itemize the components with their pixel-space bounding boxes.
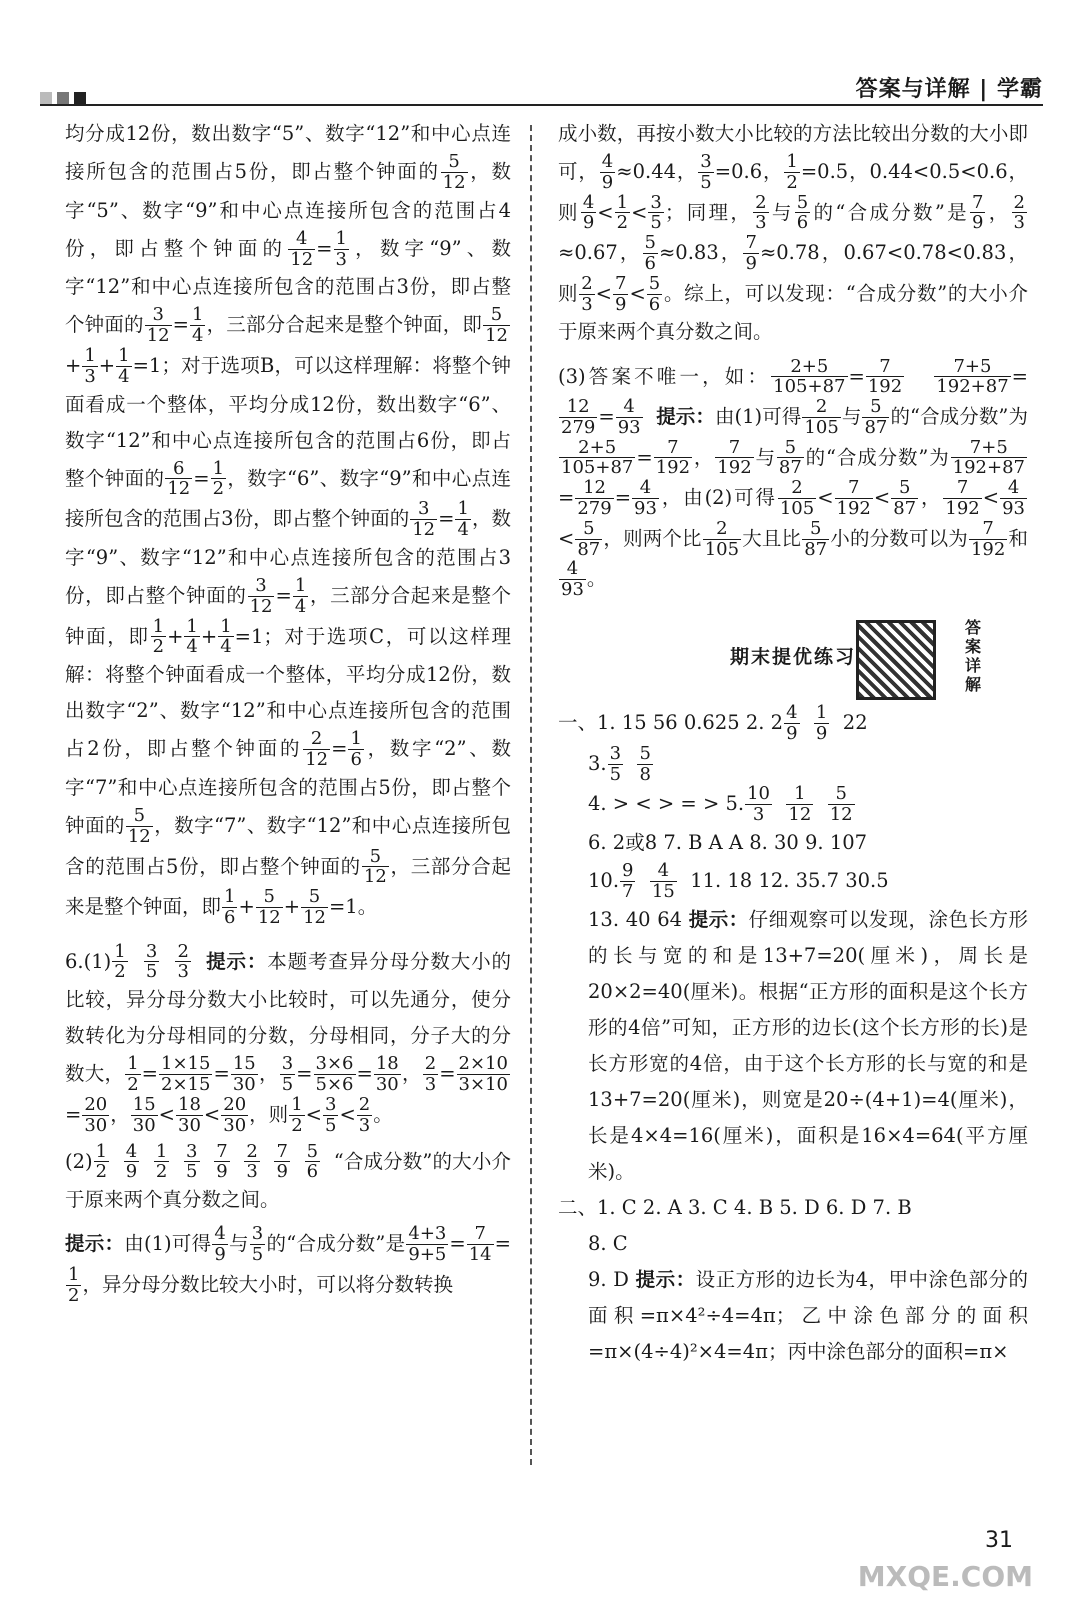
text: 3.	[588, 751, 607, 775]
fraction: $\frac{1}{2}$	[212, 457, 225, 500]
text: ；同理，	[664, 200, 753, 224]
hint-label: 提示：	[656, 404, 715, 428]
fraction: $\frac{2+5}{105+87}$	[773, 355, 846, 398]
fraction: $\frac{4}{9}$	[601, 151, 614, 193]
fraction: $\frac{1}{4}$	[220, 615, 232, 658]
fraction: $\frac{20}{30}$	[223, 1094, 247, 1136]
answer-line-9	[558, 1262, 1028, 1370]
fraction: $\frac{2}{105}$	[704, 517, 740, 560]
fraction: $\frac{5}{12}$	[485, 304, 508, 347]
fraction: $\frac{7}{192}$	[717, 436, 752, 479]
text: 22	[842, 711, 868, 734]
fraction: $\frac{5}{12}$	[127, 804, 151, 847]
fraction: $\frac{4}{12}$	[290, 227, 314, 270]
fraction: $\frac{1}{2}$	[152, 615, 165, 658]
text: 11. 18 12. 35.7 30.5	[690, 868, 889, 892]
text: 大且比	[742, 526, 802, 550]
text: 。	[586, 567, 607, 591]
fraction: $\frac{18}{30}$	[375, 1053, 399, 1096]
fraction: $\frac{1}{2}$	[68, 1263, 80, 1306]
fraction: $\frac{7+5}{192+87}$	[952, 436, 1025, 479]
square-mid	[57, 92, 69, 104]
text: ，数字“7”、数字“12”和中心点连接所包含的范围占5份，即占整个钟面的	[65, 813, 511, 878]
left-column	[65, 116, 511, 1305]
text: 13. 40 64	[588, 907, 689, 931]
text: 由(1)可得	[714, 404, 802, 428]
question-6-3: (3)答案不唯一，如： $\frac{2+5}{105+87}$ = $\frac{7}{192}$ $\frac{7+5}{192+87}$ = $\frac{12}{279}$ = $\frac{4}{93}$ 提示：由(1)可得 $\frac{2}{105}$ 与 $\frac{5}{87}$ 的“合成分数”为 $\frac{2+5}{105+87}$ = $\frac{7}{192}$ ， $\frac{7}{192}$ 与 $\frac{5}{87}$ 的“合成分数”为 $\frac{7+5}{192+87}$ = $\frac{12}{279}$ = $\frac{4}{93}$ ，由(2)可得 $\frac{2}{105}$ < $\frac{7}{192}$ < $\frac{5}{87}$ ， $\frac{7}{192}$ < $\frac{4}{93}$ < $\frac{5}{87}$ ，则两个比 $\frac{2}{105}$ 大且比 $\frac{5}{87}$ 小的分数可以为 $\frac{7}{192}$ 和 $\frac{4}{93}$ 。	[558, 355, 1028, 601]
fraction: $\frac{1}{6}$	[350, 728, 362, 771]
text: =0.6，	[714, 159, 784, 183]
text: 。	[373, 1102, 393, 1126]
fraction: $\frac{1}{9}$	[815, 702, 828, 744]
fraction: $\frac{12}{279}$	[577, 477, 612, 520]
text: (3)答案不唯一，如：	[558, 364, 771, 388]
text: 的“合成分数”是	[811, 200, 969, 224]
text: =0.5，0.44<0.5<0.6，则	[558, 159, 1028, 224]
fraction: $\frac{1}{2}$	[155, 1140, 168, 1183]
text: =1；对于选项C，可以这样理解：将整个钟面看成一个整体，平均分成12份，数出数字“2”、数字“12”和中心点连接所包含的范围占2份，即占整个钟面的	[65, 624, 511, 761]
text: 9. D	[588, 1268, 636, 1292]
text: 与	[769, 200, 794, 224]
fraction: $\frac{3}{5}$	[700, 151, 712, 193]
right-column	[558, 116, 1028, 1370]
qr-label: 答案详解	[964, 618, 983, 695]
fraction: $\frac{5}{12}$	[303, 886, 326, 928]
fraction: $\frac{6}{12}$	[167, 457, 191, 500]
fraction: $\frac{5}{8}$	[639, 742, 651, 785]
text: =1。	[328, 894, 378, 918]
fraction: $\frac{4}{9}$	[125, 1140, 138, 1183]
fraction: $\frac{7}{192}$	[655, 436, 691, 479]
text: ≈0.83，	[658, 241, 743, 265]
text: 一、1. 15 56 0.625 2. 2	[558, 711, 784, 734]
answer-part-2: 二、1. C 2. A 3. C 4. B 5. D 6. D 7. B	[558, 1196, 912, 1220]
fraction: $\frac{3}{12}$	[146, 304, 170, 347]
text: “合成分数”的大小介于原来两个真分数之间。	[65, 1149, 511, 1212]
fraction: $\frac{5}{12}$	[257, 886, 281, 928]
fraction: $\frac{3}{5}$	[145, 940, 158, 983]
fraction: $\frac{5}{87}$	[804, 517, 828, 560]
fraction: $\frac{3}{5}$	[281, 1053, 294, 1096]
fraction: $\frac{2}{3}$	[358, 1094, 371, 1136]
fraction: $\frac{2}{105}$	[804, 396, 839, 438]
answer-line-8: 8. C	[588, 1232, 628, 1256]
fraction: $\frac{7}{192}$	[867, 355, 903, 398]
fraction: $\frac{1}{4}$	[118, 344, 130, 387]
text: 为	[1008, 404, 1028, 428]
answer-line-10	[558, 861, 1028, 902]
fraction: $\frac{5}{87}$	[864, 396, 888, 438]
answer-line-6: 6. 2或8 7. B A A 8. 30 9. 107	[588, 830, 868, 854]
text: 和	[1008, 526, 1028, 550]
fraction: $\frac{1}{12}$	[788, 783, 812, 826]
text: ，数字“9”、数字“12”和中心点连接所包含的范围占3份，即占整个钟面的	[65, 507, 511, 607]
header-rule	[40, 104, 1043, 106]
fraction: $\frac{2}{105}$	[779, 477, 815, 520]
fraction: $\frac{3}{5}$	[324, 1094, 337, 1136]
text: 的“合成分数”是	[266, 1232, 406, 1256]
text: ，由(2)可得	[659, 486, 777, 510]
fraction: $\frac{4}{9}$	[582, 191, 595, 234]
watermark: MXQE.COM	[857, 1560, 1033, 1593]
fraction: $\frac{12}{279}$	[561, 396, 596, 438]
fraction: $\frac{3}{5}$	[609, 742, 622, 785]
hint-label: 提示：	[688, 907, 749, 931]
text: ，数字“2”、数字“7”和中心点连接所包含的范围占5份，即占整个钟面的	[65, 737, 511, 837]
fraction: $\frac{5}{87}$	[893, 477, 917, 520]
hint-label: 提示：	[206, 949, 268, 973]
fraction: $\frac{1\times 15}{2\times 15}$	[161, 1053, 211, 1096]
answer-line-4	[558, 784, 1028, 825]
fraction: $\frac{5}{6}$	[644, 232, 656, 275]
fraction: $\frac{1}{2}$	[127, 1053, 139, 1096]
fraction: $\frac{1}{2}$	[291, 1094, 303, 1136]
fraction: $\frac{3}{5}$	[251, 1223, 264, 1266]
text: ，则	[249, 1102, 289, 1126]
text: ，数字“9”、数字“12”和中心点连接所包含的范围占3份，即占整个钟面的	[65, 236, 511, 337]
text: ，三部分合起来是整个钟面，即	[65, 854, 511, 918]
fraction: $\frac{15}{30}$	[132, 1094, 156, 1136]
fraction: $\frac{4}{93}$	[617, 396, 641, 438]
text: 小的分数可以为	[830, 526, 968, 550]
fraction: $\frac{1}{2}$	[114, 940, 126, 983]
fraction: $\frac{7}{192}$	[945, 477, 980, 520]
fraction: $\frac{1}{3}$	[84, 344, 96, 387]
question-6-1: 6.(1) $\frac{1}{2}$ $\frac{3}{5}$ $\frac{2}{3}$ 提示：本题考查异分母分数大小的比较，异分母分数大小比较时，可以先通分，使分数转化为分母相同的分数，分母相同，分子大的分数大， $\frac{1}{2}$ = $\frac{1\times 15}{2\times 15}$ = $\frac{15}{30}$ ， $\frac{3}{5}$ = $\frac{3\times 6}{5\times 6}$ = $\frac{18}{30}$ ， $\frac{2}{3}$ = $\frac{2\times 10}{3\times 10}$ = $\frac{20}{30}$ ， $\frac{15}{30}$ < $\frac{18}{30}$ < $\frac{20}{30}$ ，则 $\frac{1}{2}$ < $\frac{3}{5}$ < $\frac{2}{3}$ 。	[65, 940, 511, 1136]
fraction: $\frac{4}{93}$	[634, 477, 657, 520]
fraction: $\frac{1}{2}$	[95, 1140, 108, 1183]
text: 10.	[588, 868, 620, 892]
fraction: $\frac{7}{9}$	[745, 232, 757, 275]
fraction: $\frac{5}{12}$	[442, 151, 466, 193]
fraction: $\frac{2}{12}$	[305, 728, 329, 771]
fraction: $\frac{18}{30}$	[178, 1094, 201, 1136]
text: ，三部分合起来是整个钟面，即	[206, 313, 483, 337]
left-paragraph: 均分成12份，数出数字“5”、数字“12”和中心点连接所包含的范围占5份，即占整个钟面的 $\frac{5}{12}$ ，数字“5”、数字“9”和中心点连接所包含的范围占4份，即占整个钟面的 $\frac{4}{12}$ = $\frac{1}{3}$ ，数字“9”、数字“12”和中心点连接所包含的范围占3份，即占整个钟面的 $\frac{3}{12}$ = $\frac{1}{4}$ ，三部分合起来是整个钟面，即 $\frac{5}{12}$ + $\frac{1}{3}$ + $\frac{1}{4}$ =1；对于选项B，可以这样理解：将整个钟面看成一个整体，平均分成12份，数出数字“6”、数字“12”和中心点连接所包含的范围占6份，即占整个钟面的 $\frac{6}{12}$ = $\frac{1}{2}$ ，数字“6”、数字“9”和中心点连接所包含的范围占3份，即占整个钟面的 $\frac{3}{12}$ = $\frac{1}{4}$ ，数字“9”、数字“12”和中心点连接所包含的范围占3份，即占整个钟面的 $\frac{3}{12}$ = $\frac{1}{4}$ ，三部分合起来是整个钟面，即 $\frac{1}{2}$ + $\frac{1}{4}$ + $\frac{1}{4}$ =1；对于选项C，可以这样理解：将整个钟面看成一个整体，平均分成12份，数出数字“2”、数字“12”和中心点连接所包含的范围占2份，即占整个钟面的 $\frac{2}{12}$ = $\frac{1}{6}$ ，数字“2”、数字“7”和中心点连接所包含的范围占5份，即占整个钟面的 $\frac{5}{12}$ ，数字“7”、数字“12”和中心点连接所包含的范围占5份，即占整个钟面的 $\frac{5}{12}$ ，三部分合起来是整个钟面，即 $\frac{1}{6}$ + $\frac{5}{12}$ + $\frac{5}{12}$ =1。	[65, 122, 511, 928]
fraction: $\frac{2+5}{105+87}$	[561, 436, 634, 479]
answer-line-3	[558, 744, 1028, 785]
fraction: $\frac{5}{12}$	[829, 783, 853, 826]
fraction: $\frac{7}{9}$	[971, 191, 984, 234]
fraction: $\frac{7}{9}$	[276, 1140, 288, 1183]
fraction: $\frac{2}{3}$	[581, 272, 593, 315]
fraction: $\frac{5}{6}$	[648, 272, 661, 315]
fraction: $\frac{5}{6}$	[796, 191, 809, 234]
fraction: $\frac{2}{3}$	[1013, 191, 1025, 234]
fraction: $\frac{10}{3}$	[747, 783, 771, 826]
text: ，异分母分数比较大小时，可以将分数转换	[82, 1272, 453, 1296]
text: 。综上，可以发现：“合成分数”的大小介于原来两个真分数之间。	[558, 281, 1028, 344]
text: ，三部分合起来是整个钟面，即	[65, 583, 511, 648]
fraction: $\frac{5}{87}$	[778, 436, 802, 479]
fraction: $\frac{9}{7}$	[622, 860, 634, 902]
text: ≈0.44，	[616, 159, 698, 183]
text: 本题考查异分母分数大小的比较，异分母分数大小比较时，可以先通分，使分数转化为分母相同的分数，分母相同，分子大的分数大，	[65, 949, 511, 1086]
answer-line-1	[558, 703, 1028, 744]
fraction: $\frac{7+5}{192+87}$	[936, 355, 1009, 398]
fraction: $\frac{1}{3}$	[335, 227, 347, 270]
text: 与	[754, 445, 776, 469]
fraction: $\frac{1}{2}$	[616, 191, 629, 234]
text: 均分成12份，数出数字“5”、数字“12”和中心点连接所包含的范围占5份，即占整个钟面的	[65, 122, 511, 183]
qr-code-icon[interactable]	[856, 620, 936, 700]
fraction: $\frac{1}{4}$	[186, 615, 198, 658]
fraction: $\frac{5}{6}$	[306, 1140, 319, 1183]
text: 成小数，再按小数大小比较的方法比较出分数的大小即可，	[558, 122, 1028, 183]
fraction: $\frac{5}{87}$	[577, 517, 601, 560]
fraction: $\frac{4+3}{9+5}$	[408, 1223, 447, 1266]
text: ≈0.78，0.67<0.78<0.83，则	[558, 241, 1028, 305]
fraction: $\frac{4}{15}$	[651, 860, 675, 902]
text: 设正方形的边长为4，甲中涂色部分的面积=π×4²÷4=4π；乙中涂色部分的面积=π×(4÷4)²×4=4π；丙中涂色部分的面积=π×	[588, 1268, 1028, 1364]
fraction: $\frac{15}{30}$	[232, 1053, 256, 1096]
square-dark	[74, 92, 86, 104]
fraction: $\frac{7}{192}$	[970, 517, 1006, 560]
section-title: 期末提优练习	[729, 646, 856, 669]
text: ，数字“5”、数字“9”和中心点连接所包含的范围占4份，即占整个钟面的	[65, 159, 511, 260]
hint-label: 提示：	[65, 1232, 125, 1256]
column-divider	[530, 125, 532, 1465]
fraction: $\frac{20}{30}$	[84, 1094, 108, 1136]
fraction: $\frac{3}{5}$	[186, 1140, 198, 1183]
fraction: $\frac{2}{3}$	[177, 940, 189, 983]
answer-line-13	[558, 902, 1028, 1191]
fraction: $\frac{3}{12}$	[249, 574, 273, 617]
fraction: $\frac{1}{4}$	[457, 498, 469, 541]
text: 的“合成分数”	[890, 404, 1009, 428]
text: 与	[228, 1232, 249, 1256]
header-title: 答案与详解 | 学霸	[855, 77, 1043, 102]
question-number: (2)	[65, 1149, 93, 1173]
fraction: $\frac{3\times 6}{5\times 6}$	[315, 1053, 354, 1096]
right-paragraph-1: 成小数，再按小数大小比较的方法比较出分数的大小即可， $\frac{4}{9}$ ≈0.44， $\frac{3}{5}$ =0.6， $\frac{1}{2}$ =0.5，0.44<0.5<0.6，则 $\frac{4}{9}$ < $\frac{1}{2}$ < $\frac{3}{5}$ ；同理， $\frac{2}{3}$ 与 $\frac{5}{6}$ 的“合成分数”是 $\frac{7}{9}$ ， $\frac{2}{3}$ ≈0.67， $\frac{5}{6}$ ≈0.83， $\frac{7}{9}$ ≈0.78，0.67<0.78<0.83，则 $\frac{2}{3}$ < $\frac{7}{9}$ < $\frac{5}{6}$ 。综上，可以发现：“合成分数”的大小介于原来两个真分数之间。	[558, 122, 1028, 344]
header-squares	[40, 92, 86, 104]
text: ，则两个比	[603, 526, 702, 550]
fraction: $\frac{4}{93}$	[561, 558, 584, 601]
fraction: $\frac{7}{14}$	[468, 1223, 492, 1266]
text: 4. > < > = > 5.	[588, 792, 745, 816]
text: 由(1)可得	[124, 1232, 212, 1256]
square-light	[40, 92, 52, 104]
fraction: $\frac{7}{9}$	[216, 1140, 228, 1183]
fraction: $\frac{5}{12}$	[363, 845, 387, 888]
hint-label: 提示：	[635, 1268, 696, 1292]
fraction: $\frac{3}{12}$	[412, 498, 436, 541]
text: 的“合成分数”为	[804, 445, 950, 469]
text: ≈0.67，	[558, 241, 642, 265]
question-6-2	[65, 1142, 511, 1219]
text: 仔细观察可以发现，涂色长方形的长与宽的和是13+7=20(厘米)，周长是20×2=40(厘米)。根据“正方形的面积是这个长方形的4倍”可知，正方形的边长(这个长方形的长)是长方形宽的4倍，由于这个长方形的长与宽的和是13+7=20(厘米)，则宽是20÷(4+1)=4(厘米)，长是4×4=16(厘米)，面积是16×4=64(平方厘米)。	[588, 907, 1028, 1184]
question-number: 6.(1)	[65, 949, 112, 973]
section-title-wrapper	[558, 618, 1028, 695]
page-number: 31	[985, 1528, 1013, 1553]
text: 与	[841, 404, 862, 428]
fraction: $\frac{4}{9}$	[786, 702, 798, 744]
fraction: $\frac{1}{2}$	[786, 151, 798, 193]
fraction: $\frac{2}{3}$	[755, 191, 767, 234]
fraction: $\frac{1}{4}$	[191, 304, 204, 347]
text: =1；对于选项B，可以这样理解：将整个钟面看成一个整体，平均分成12份，数出数字“6”、数字“12”和中心点连接所包含的范围占6份，即占整个钟面的	[65, 353, 511, 490]
question-6-2-hint: 提示：由(1)可得 $\frac{4}{9}$ 与 $\frac{3}{5}$ 的“合成分数”是 $\frac{4+3}{9+5}$ = $\frac{7}{14}$ = $\frac{1}{2}$ ，异分母分数比较大小时，可以将分数转换	[65, 1223, 511, 1306]
fraction: $\frac{2}{3}$	[246, 1140, 258, 1183]
fraction: $\frac{7}{9}$	[615, 272, 627, 315]
fraction: $\frac{4}{93}$	[1002, 477, 1025, 520]
fraction: $\frac{2\times 10}{3\times 10}$	[458, 1053, 508, 1096]
fraction: $\frac{4}{9}$	[214, 1223, 226, 1266]
fraction: $\frac{1}{6}$	[224, 886, 236, 928]
fraction: $\frac{3}{5}$	[650, 191, 662, 234]
fraction: $\frac{2}{3}$	[424, 1053, 437, 1096]
fraction: $\frac{1}{4}$	[294, 574, 307, 617]
text: ，数字“6”、数字“9”和中心点连接所包含的范围占3份，即占整个钟面的	[65, 466, 511, 531]
fraction: $\frac{7}{192}$	[836, 477, 871, 520]
